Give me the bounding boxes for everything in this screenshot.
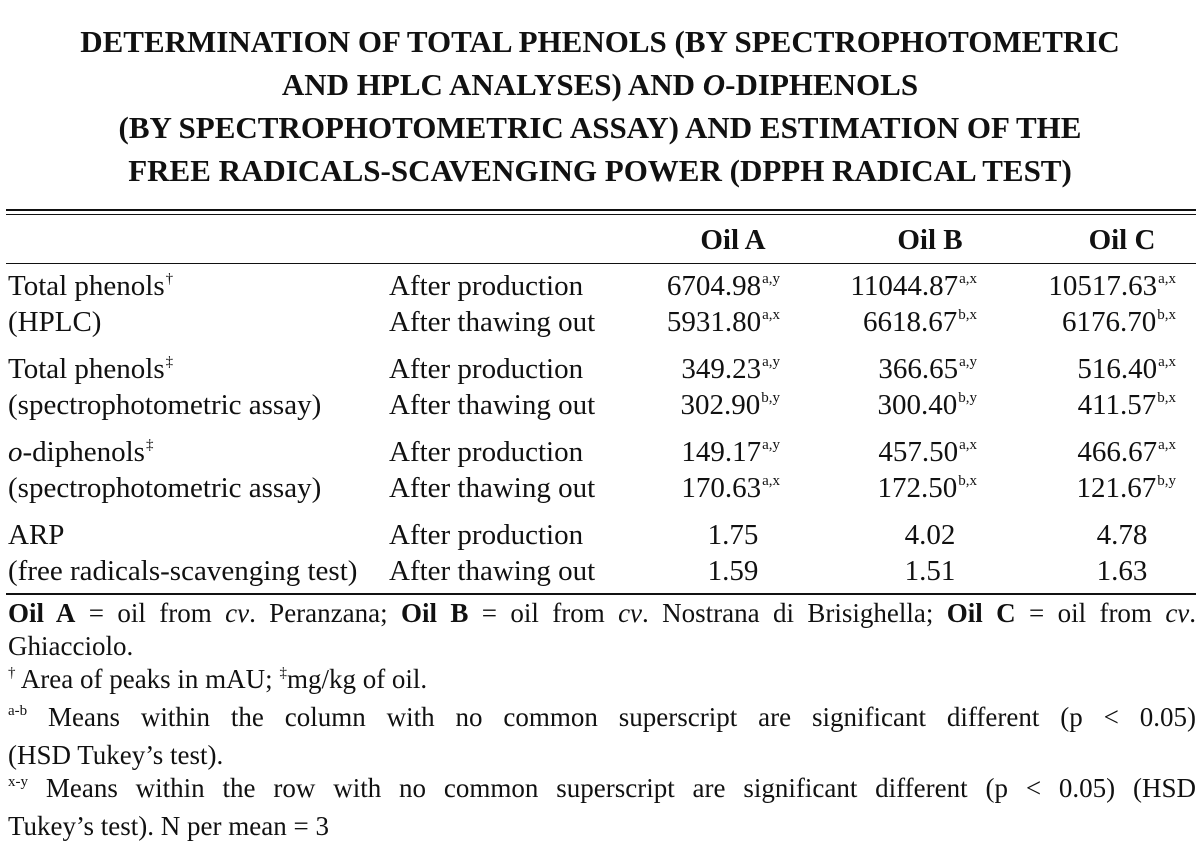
cell-row-1-prod-oil-c xyxy=(1048,268,1176,309)
cell-superscript: a,y xyxy=(762,354,780,370)
title-line-2-italic: O xyxy=(702,67,726,102)
cell-value: 466.67 xyxy=(1077,436,1158,468)
row-4-sublabel: (free radicals-scavenging test) xyxy=(8,555,358,587)
note-xy-line-2: Tukey’s test). N per mean = 3 xyxy=(8,811,329,841)
cell-row-3-thaw-oil-a xyxy=(681,470,780,511)
title-line-2-part-2: -DIPHENOLS xyxy=(725,67,919,102)
row-1-label xyxy=(8,268,173,309)
cell-value: 302.90 xyxy=(680,389,761,421)
cell-row-4-prod-oil-c: 4.78 xyxy=(1096,519,1148,551)
cell-row-4-thaw-oil-b: 1.51 xyxy=(904,555,956,587)
cell-superscript: a,y xyxy=(762,437,780,453)
row-1-sublabel: (HPLC) xyxy=(8,306,102,338)
row-3-sublabel: (spectrophotometric assay) xyxy=(8,472,322,504)
cell-row-2-thaw-oil-a xyxy=(681,387,781,428)
cell-superscript: b,y xyxy=(1157,473,1176,489)
note-ddagger-text: mg/kg of oil. xyxy=(286,664,428,694)
cell-superscript: b,x xyxy=(1157,390,1176,406)
note-oils-line-2: Ghiacciolo. xyxy=(8,631,134,661)
note-xy-text: Means within the row with no common superscript are significant different (p < 0.05) (HSD xyxy=(28,773,1196,803)
note-ab-mark: a-b xyxy=(8,703,28,719)
title-line-4: FREE RADICALS-SCAVENGING POWER (DPPH RADICAL TEST) xyxy=(128,153,1072,188)
cell-superscript: b,x xyxy=(958,307,977,323)
cell-superscript: b,x xyxy=(1157,307,1176,323)
cell-superscript: a,y xyxy=(762,271,780,287)
cell-value: 10517.63 xyxy=(1048,270,1158,302)
cell-superscript: a,x xyxy=(762,307,780,323)
cell-superscript: a,y xyxy=(959,354,977,370)
row-2-sublabel: (spectrophotometric assay) xyxy=(8,389,322,421)
note-xy xyxy=(8,772,1196,810)
row-2-condition-production: After production xyxy=(389,353,584,385)
title-line-2-part-1: AND HPLC ANALYSES) AND xyxy=(281,67,703,102)
note-oil-b-label: Oil B xyxy=(400,598,469,628)
row-label-footnote-mark: ‡ xyxy=(145,437,154,453)
row-2-condition-thawing: After thawing out xyxy=(389,389,596,421)
column-header-oil-b: Oil B xyxy=(897,224,963,256)
cell-row-1-thaw-oil-c xyxy=(1062,304,1176,345)
row-label-footnote-mark: † xyxy=(165,271,174,287)
cell-row-2-thaw-oil-b xyxy=(878,387,978,428)
note-dagger-text: Area of peaks in mAU; xyxy=(15,664,280,694)
cell-superscript: a,x xyxy=(959,271,977,287)
cell-value: 516.40 xyxy=(1077,353,1158,385)
cell-value: 6704.98 xyxy=(666,270,762,302)
row-4-label xyxy=(8,517,64,553)
note-oil-c-label: Oil C xyxy=(946,598,1016,628)
row-4-condition-production: After production xyxy=(389,519,584,551)
top-rule xyxy=(6,209,1196,211)
title-line-3: (BY SPECTROPHOTOMETRIC ASSAY) AND ESTIMATION OF THE xyxy=(118,110,1082,145)
note-oil-b-cultivar: . Nostrana di Brisighella; xyxy=(642,598,947,628)
cell-row-1-prod-oil-a xyxy=(667,268,780,309)
cell-value: 366.65 xyxy=(878,353,959,385)
note-ab-line-2: (HSD Tukey’s test). xyxy=(8,740,224,770)
cell-value: 349.23 xyxy=(681,353,762,385)
cell-value: 121.67 xyxy=(1076,472,1157,504)
cell-row-3-prod-oil-b xyxy=(878,434,977,475)
top-rule-thin xyxy=(6,214,1196,215)
cell-superscript: a,x xyxy=(1158,354,1176,370)
cell-superscript: b,y xyxy=(761,390,780,406)
cell-row-3-thaw-oil-c xyxy=(1077,470,1177,511)
row-1-condition-production: After production xyxy=(389,270,584,302)
note-oil-a-label: Oil A xyxy=(8,598,76,628)
note-ab xyxy=(8,701,1196,739)
row-label-footnote-mark: ‡ xyxy=(165,354,174,370)
note-dagger-mark: † xyxy=(8,665,16,681)
table-title xyxy=(0,20,1200,192)
cell-superscript: a,x xyxy=(1158,271,1176,287)
note-cv-b: cv xyxy=(618,598,643,628)
cell-row-1-thaw-oil-b xyxy=(863,304,977,345)
note-ddagger-mark: ‡ xyxy=(279,665,287,681)
note-oil-b-text: = oil from xyxy=(468,598,619,628)
row-3-condition-production: After production xyxy=(389,436,584,468)
bottom-rule xyxy=(6,593,1196,595)
cell-value: 172.50 xyxy=(877,472,958,504)
title-line-2 xyxy=(0,63,1200,106)
cell-value: 300.40 xyxy=(877,389,958,421)
note-oil-c-cultivar: . xyxy=(1189,598,1197,628)
cell-value: 457.50 xyxy=(878,436,959,468)
note-ab-text: Means within the column with no common superscript are significant different (p < 0.05) xyxy=(27,702,1196,732)
cell-row-4-prod-oil-b: 4.02 xyxy=(904,519,956,551)
cell-row-2-thaw-oil-c xyxy=(1078,387,1176,428)
note-oil-c-text: = oil from xyxy=(1015,598,1166,628)
row-label-text: Total phenols xyxy=(8,353,165,385)
cell-value: 411.57 xyxy=(1077,389,1157,421)
cell-row-2-prod-oil-a xyxy=(681,351,780,392)
cell-superscript: a,x xyxy=(762,473,780,489)
note-cv-c: cv xyxy=(1165,598,1190,628)
cell-row-3-prod-oil-c xyxy=(1077,434,1176,475)
cell-row-4-thaw-oil-a: 1.59 xyxy=(707,555,759,587)
cell-value: 5931.80 xyxy=(666,306,762,338)
cell-superscript: b,x xyxy=(958,473,977,489)
cell-superscript: a,x xyxy=(1158,437,1176,453)
header-rule xyxy=(6,263,1196,264)
note-xy-mark: x-y xyxy=(8,774,28,790)
cell-row-2-prod-oil-c xyxy=(1077,351,1176,392)
note-units xyxy=(8,663,1196,701)
cell-row-1-thaw-oil-a xyxy=(667,304,780,345)
cell-row-3-prod-oil-a xyxy=(681,434,780,475)
note-oil-a-text: = oil from xyxy=(75,598,226,628)
cell-value: 170.63 xyxy=(681,472,762,504)
cell-row-4-prod-oil-a: 1.75 xyxy=(707,519,759,551)
cell-value: 11044.87 xyxy=(850,270,959,302)
row-label-italic: o xyxy=(8,436,23,468)
cell-superscript: b,y xyxy=(958,390,977,406)
cell-row-4-thaw-oil-c: 1.63 xyxy=(1096,555,1148,587)
row-label-text: -diphenols xyxy=(22,436,145,468)
row-4-condition-thawing: After thawing out xyxy=(389,555,596,587)
row-1-condition-thawing: After thawing out xyxy=(389,306,596,338)
cell-value: 6176.70 xyxy=(1062,306,1157,338)
row-3-condition-thawing: After thawing out xyxy=(389,472,596,504)
row-3-label xyxy=(8,434,153,475)
row-label-text: Total phenols xyxy=(8,270,165,302)
row-2-label xyxy=(8,351,173,392)
note-oils xyxy=(8,597,1196,630)
cell-row-3-thaw-oil-b xyxy=(878,470,978,511)
note-cv-a: cv xyxy=(225,598,250,628)
table-notes xyxy=(8,597,1196,843)
title-line-1: DETERMINATION OF TOTAL PHENOLS (BY SPECTROPHOTOMETRIC xyxy=(80,24,1120,59)
column-header-oil-c: Oil C xyxy=(1088,224,1156,256)
cell-row-1-prod-oil-b xyxy=(850,268,977,309)
cell-value: 6618.67 xyxy=(863,306,958,338)
row-label-text: ARP xyxy=(8,519,65,551)
cell-superscript: a,x xyxy=(959,437,977,453)
note-oil-a-cultivar: . Peranzana; xyxy=(249,598,401,628)
cell-value: 149.17 xyxy=(681,436,762,468)
cell-row-2-prod-oil-b xyxy=(878,351,977,392)
column-header-oil-a: Oil A xyxy=(700,224,766,256)
